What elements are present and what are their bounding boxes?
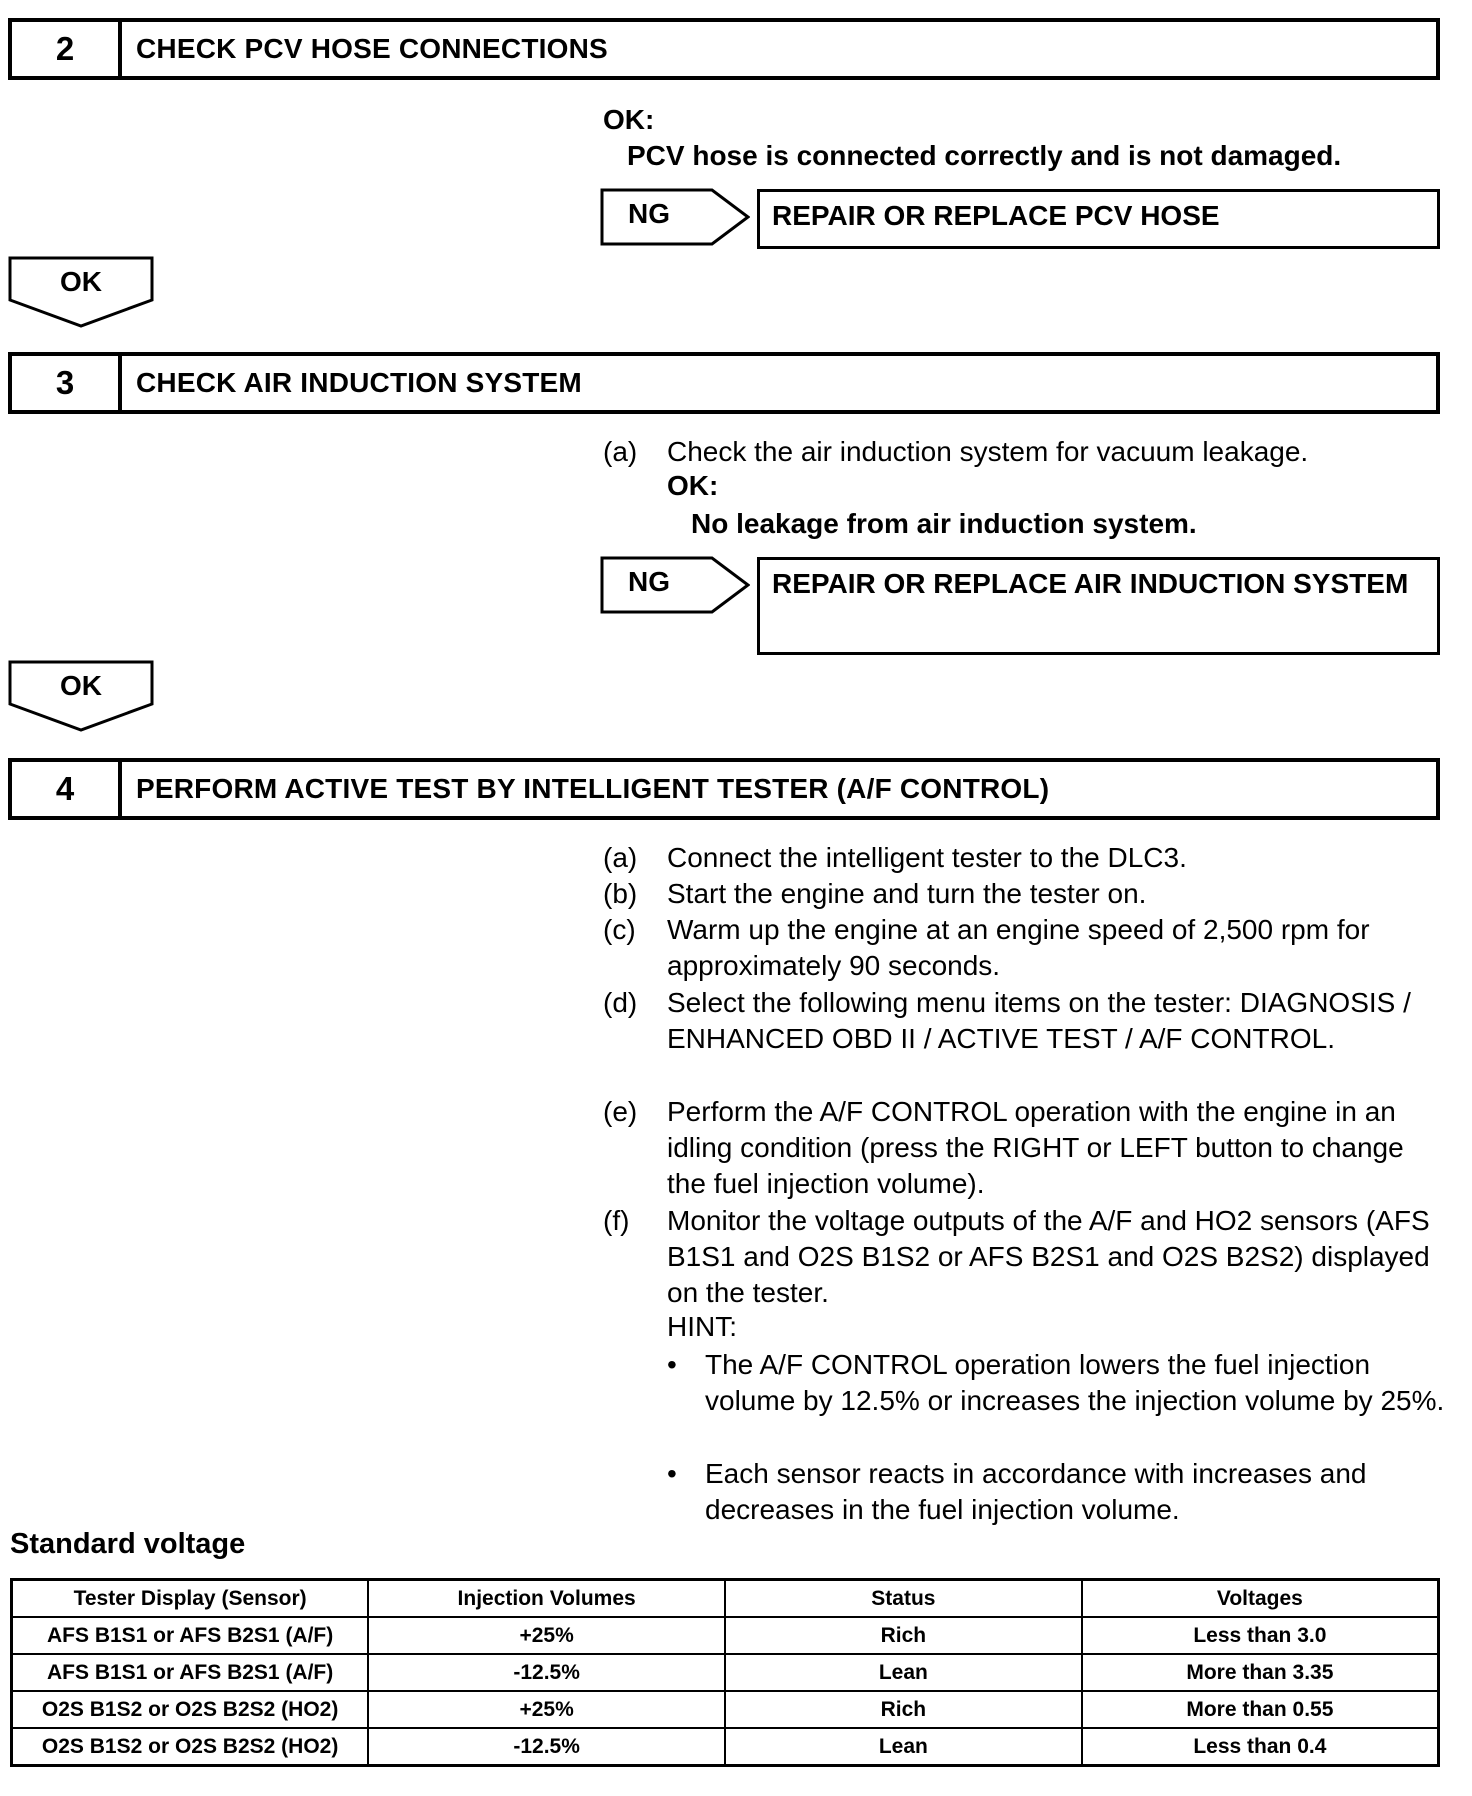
item-letter: (a) — [603, 842, 638, 873]
step-number: 2 — [12, 22, 122, 76]
ng-arrow-shape — [600, 188, 750, 246]
table-cell: O2S B1S2 or O2S B2S2 (HO2) — [12, 1691, 369, 1728]
ng-label: NG — [628, 198, 670, 229]
column-header: Injection Volumes — [368, 1580, 725, 1618]
table-cell: More than 0.55 — [1082, 1691, 1439, 1728]
ok-arrow[interactable] — [8, 256, 154, 328]
column-header: Tester Display (Sensor) — [12, 1580, 369, 1618]
item-text: Connect the intelligent tester to the DLC3. — [667, 842, 1187, 873]
table-row — [12, 1691, 1439, 1728]
item-letter: (a) — [603, 436, 638, 467]
ok-condition: PCV hose is connected correctly and is not damaged. — [627, 140, 1342, 171]
bullet-icon: • — [667, 1349, 677, 1380]
table-cell: AFS B1S1 or AFS B2S1 (A/F) — [12, 1617, 369, 1654]
table-cell: Less than 3.0 — [1082, 1617, 1439, 1654]
ng-arrow[interactable] — [600, 188, 750, 246]
table-cell: More than 3.35 — [1082, 1654, 1439, 1691]
ok-heading: OK: — [603, 104, 655, 135]
step-number: 3 — [12, 356, 122, 410]
table-cell: Rich — [725, 1691, 1082, 1728]
column-header: Status — [725, 1580, 1082, 1618]
table-cell: Rich — [725, 1617, 1082, 1654]
ng-arrow[interactable] — [600, 556, 750, 614]
ng-label: NG — [628, 566, 670, 597]
table-cell: +25% — [368, 1617, 725, 1654]
step-title: CHECK PCV HOSE CONNECTIONS — [136, 33, 608, 64]
table-row — [12, 1654, 1439, 1691]
step-2-header — [8, 18, 1440, 80]
item-letter: (c) — [603, 914, 636, 945]
item-letter: (f) — [603, 1205, 630, 1236]
ok-heading: OK: — [667, 470, 719, 501]
table-cell: Lean — [725, 1728, 1082, 1766]
ok-arrow[interactable] — [8, 660, 154, 732]
item-text: Perform the A/F CONTROL operation with the engine in an idling condition (press the RIGHT or LEFT button to change the fuel injection volume). — [667, 1096, 1404, 1199]
column-header: Voltages — [1082, 1580, 1439, 1618]
table-cell: O2S B1S2 or O2S B2S2 (HO2) — [12, 1728, 369, 1766]
ng-result-box: REPAIR OR REPLACE PCV HOSE — [757, 189, 1440, 249]
ok-condition: No leakage from air induction system. — [691, 508, 1197, 539]
table-cell: -12.5% — [368, 1654, 725, 1691]
ng-result-box: REPAIR OR REPLACE AIR INDUCTION SYSTEM — [757, 557, 1440, 655]
item-text: Warm up the engine at an engine speed of 2,500 rpm for approximately 90 seconds. — [667, 914, 1370, 981]
ok-label: OK — [60, 670, 102, 701]
item-text: Check the air induction system for vacuum leakage. — [667, 436, 1309, 467]
ng-arrow-shape — [600, 556, 750, 614]
item-text: Start the engine and turn the tester on. — [667, 878, 1147, 909]
table-cell: +25% — [368, 1691, 725, 1728]
step-title: CHECK AIR INDUCTION SYSTEM — [136, 367, 582, 398]
table-row — [12, 1617, 1439, 1654]
table-header-row — [12, 1580, 1439, 1618]
step-3-header — [8, 352, 1440, 414]
table-cell: Less than 0.4 — [1082, 1728, 1439, 1766]
table-cell: -12.5% — [368, 1728, 725, 1766]
table-row — [12, 1728, 1439, 1766]
item-letter: (e) — [603, 1096, 638, 1127]
standard-voltage-table — [10, 1578, 1440, 1767]
item-text: Monitor the voltage outputs of the A/F and HO2 sensors (AFS B1S1 and O2S B1S2 or AFS B2S1 and O2S B2S2) displayed on the tester. — [667, 1205, 1430, 1308]
step-number: 4 — [12, 762, 122, 816]
item-text: Select the following menu items on the tester: DIAGNOSIS / ENHANCED OBD II / ACTIVE TEST / A/F CONTROL. — [667, 987, 1411, 1054]
step-title: PERFORM ACTIVE TEST BY INTELLIGENT TESTER (A/F CONTROL) — [136, 773, 1050, 804]
table-cell: AFS B1S1 or AFS B2S1 (A/F) — [12, 1654, 369, 1691]
hint-text: The A/F CONTROL operation lowers the fuel injection volume by 12.5% or increases the injection volume by 25%. — [705, 1349, 1445, 1416]
hint-label: HINT: — [667, 1311, 737, 1342]
item-letter: (b) — [603, 878, 638, 909]
hint-text: Each sensor reacts in accordance with increases and decreases in the fuel injection volume. — [705, 1458, 1367, 1525]
table-title: Standard voltage — [10, 1528, 246, 1560]
table-cell: Lean — [725, 1654, 1082, 1691]
ok-label: OK — [60, 266, 102, 297]
item-letter: (d) — [603, 987, 638, 1018]
bullet-icon: • — [667, 1458, 677, 1489]
step-4-header — [8, 758, 1440, 820]
